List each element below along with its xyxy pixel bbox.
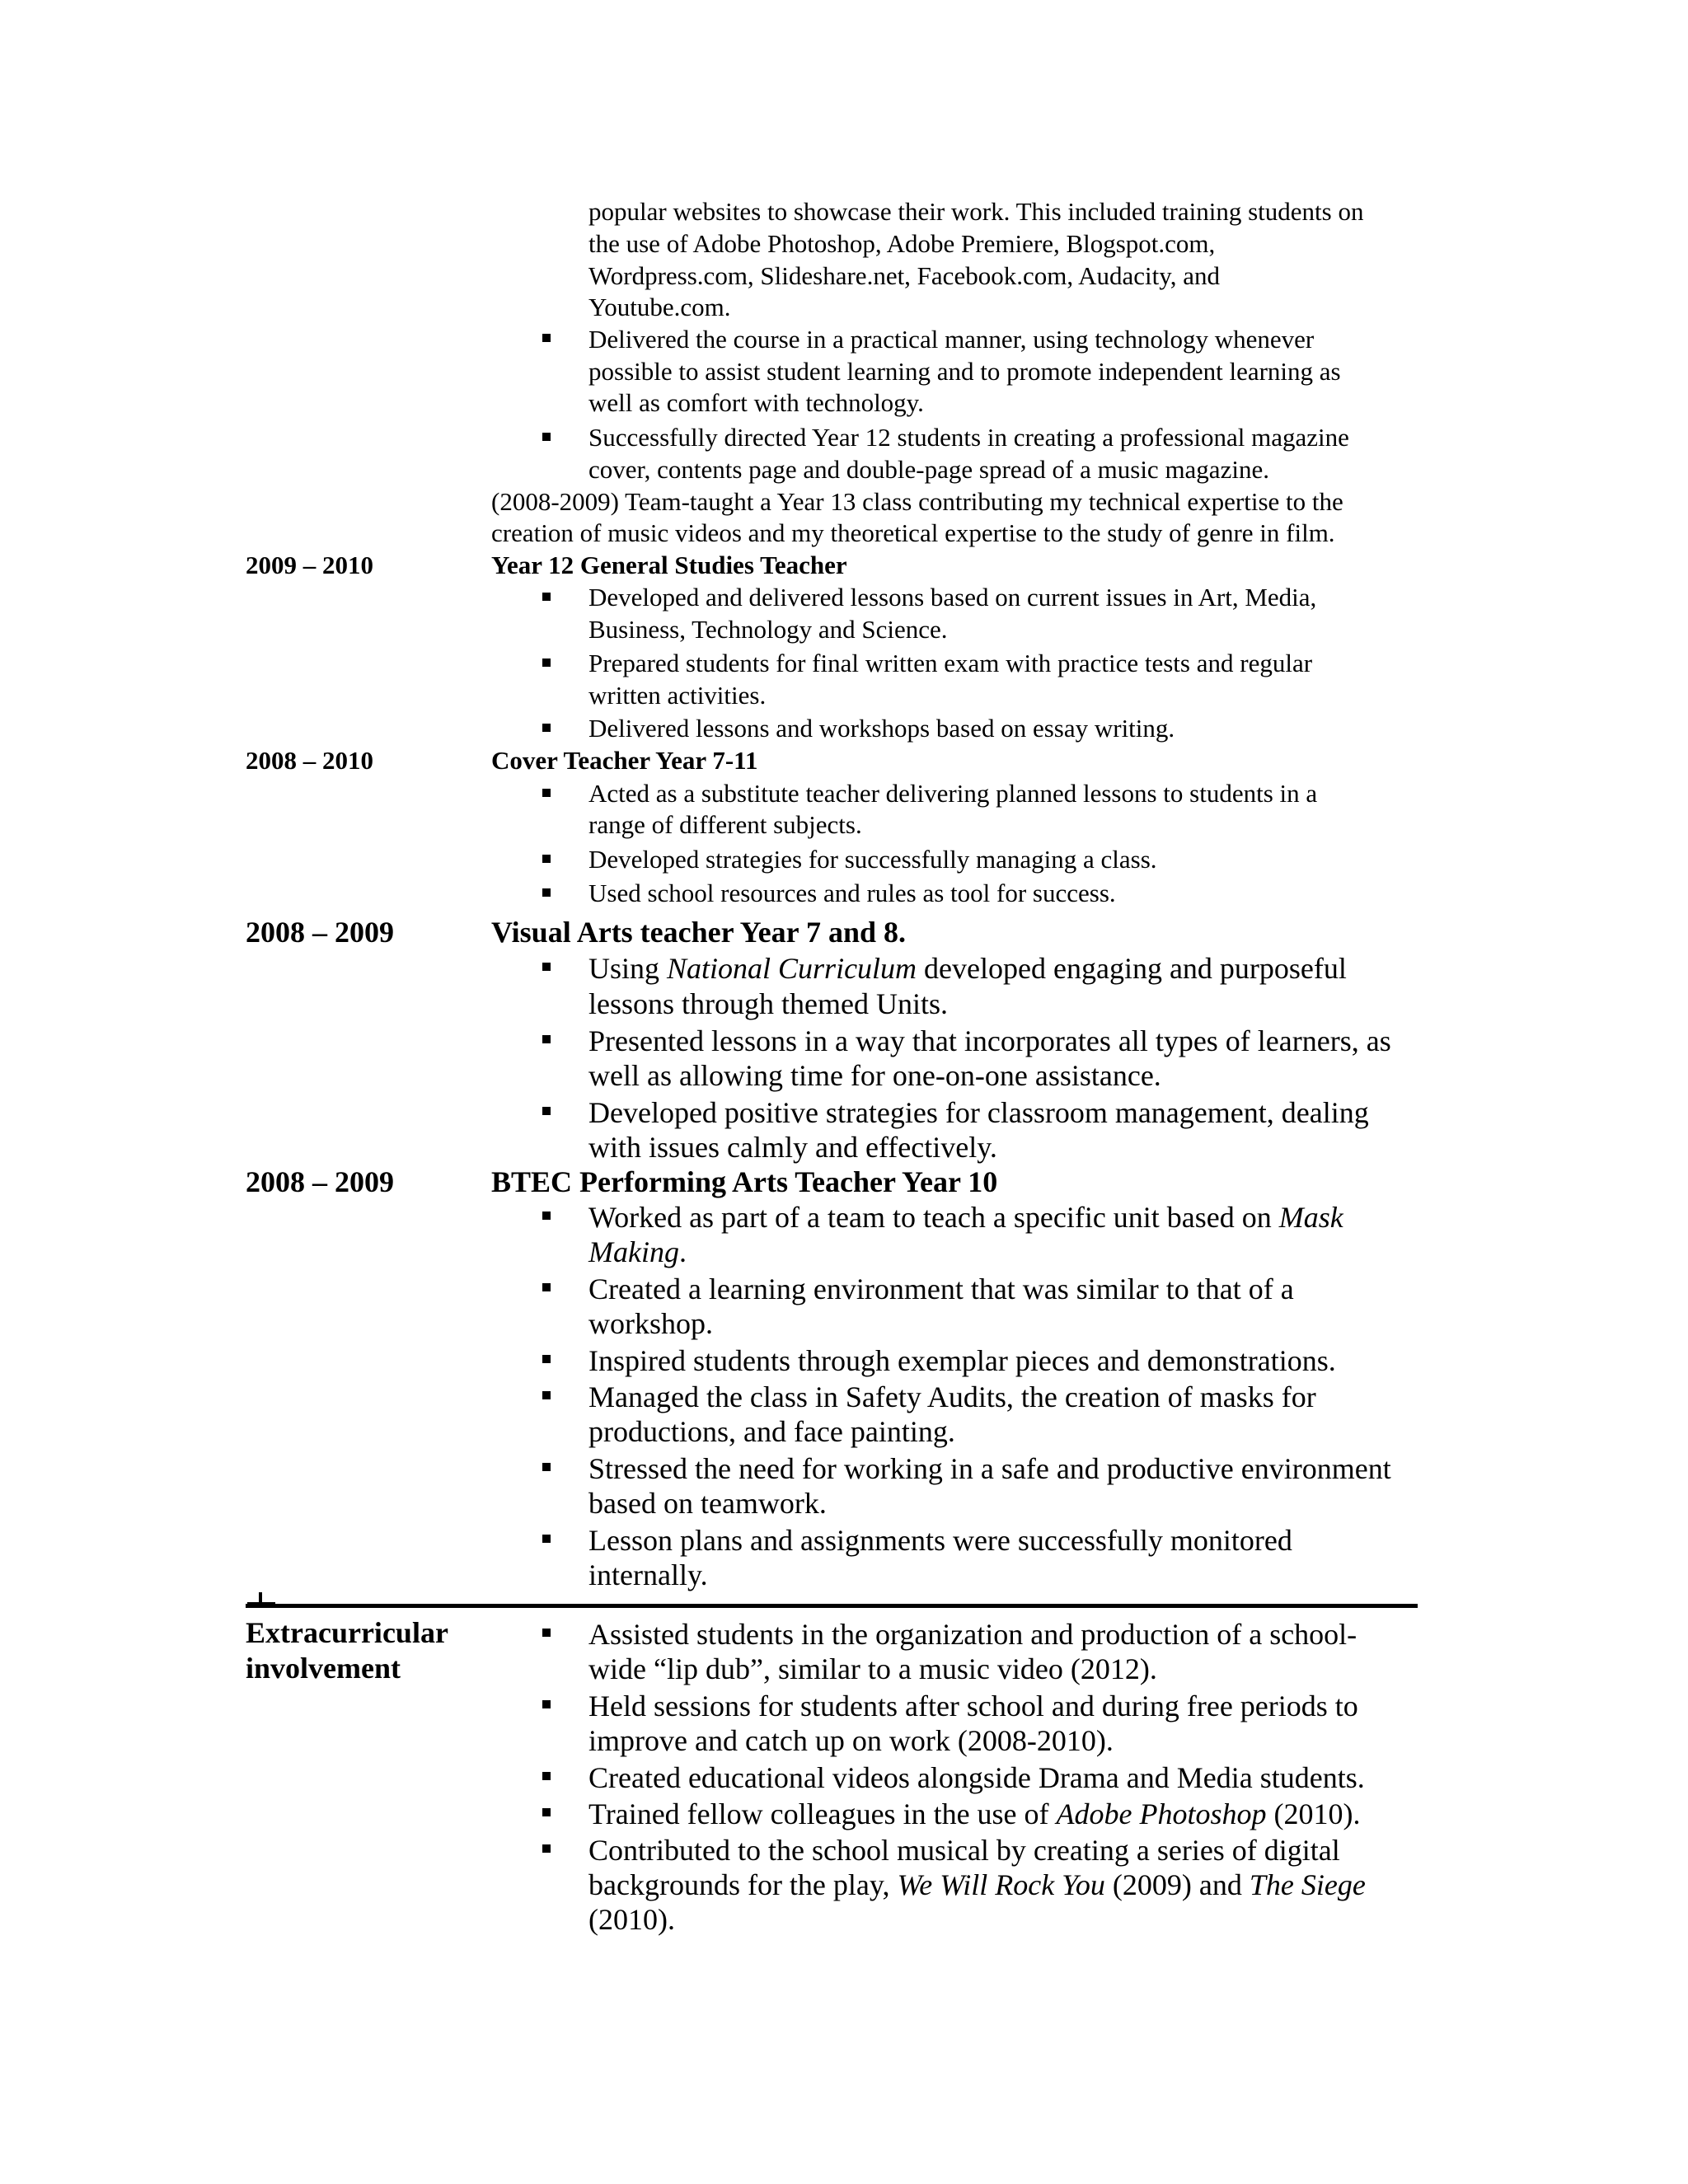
bullet-text: well as allowing time for one-on-one assistance. — [588, 1059, 1161, 1092]
bullet-text: Business, Technology and Science. — [588, 615, 948, 644]
note-line: (2008-2009) Team-taught a Year 13 class contributing my technical expertise to the — [491, 487, 1343, 516]
bullet-text: lessons through themed Units. — [588, 987, 948, 1020]
bullet-icon — [542, 593, 551, 601]
bullet-text: based on teamwork. — [588, 1487, 827, 1520]
bullet-icon — [542, 1772, 551, 1780]
bullet-text: Used school resources and rules as tool for success. — [588, 879, 1116, 907]
bullet-text: workshop. — [588, 1307, 713, 1340]
bullet-icon — [542, 1808, 551, 1816]
table-marker — [247, 1602, 275, 1605]
bullet-icon — [542, 1535, 551, 1543]
bullet-text: improve and catch up on work (2008-2010). — [588, 1724, 1114, 1757]
bullet-icon — [542, 1035, 551, 1043]
bullet-icon — [542, 658, 551, 667]
bullet-text: Managed the class in Safety Audits, the creation of masks for — [588, 1380, 1316, 1413]
role-dates: 2008 – 2009 — [246, 1165, 394, 1198]
bullet-text: well as comfort with technology. — [588, 388, 924, 417]
bullet-text: Using National Curriculum developed engaging and purposeful — [588, 952, 1347, 985]
bullet-text: Delivered the course in a practical manner, using technology whenever — [588, 325, 1315, 354]
bullet-icon — [542, 789, 551, 797]
bullet-text: Contributed to the school musical by creating a series of digital — [588, 1834, 1340, 1867]
bullet-text: Acted as a substitute teacher delivering planned lessons to students in a — [588, 779, 1318, 808]
bullet-text: Assisted students in the organization and production of a school- — [588, 1618, 1357, 1651]
bullet-text: Created educational videos alongside Drama and Media students. — [588, 1761, 1365, 1794]
text-line: Youtube.com. — [588, 293, 731, 321]
section-divider — [246, 1604, 1418, 1608]
bullet-icon — [542, 1700, 551, 1708]
bullet-text: internally. — [588, 1558, 708, 1591]
bullet-text: Stressed the need for working in a safe and productive environment — [588, 1452, 1391, 1485]
text-line: popular websites to showcase their work. This included training students on — [588, 197, 1364, 226]
bullet-text: Successfully directed Year 12 students in creating a professional magazine — [588, 423, 1349, 452]
bullet-icon — [542, 1844, 551, 1853]
role-dates: 2009 – 2010 — [246, 551, 373, 579]
bullet-text: written activities. — [588, 681, 767, 710]
bullet-text: Held sessions for students after school and during free periods to — [588, 1690, 1358, 1722]
section-label: Extracurricular involvement — [246, 1616, 448, 1685]
bullet-icon — [542, 334, 551, 342]
bullet-icon — [542, 433, 551, 441]
note-line: creation of music videos and my theoretical expertise to the study of genre in film. — [491, 518, 1335, 547]
bullet-text: with issues calmly and effectively. — [588, 1131, 997, 1164]
bullet-text: range of different subjects. — [588, 810, 862, 839]
bullet-icon — [542, 1107, 551, 1115]
bullet-text: productions, and face painting. — [588, 1415, 955, 1448]
bullet-text: Developed positive strategies for classroom management, dealing — [588, 1096, 1369, 1129]
bullet-text: Making. — [588, 1235, 687, 1268]
role-title: BTEC Performing Arts Teacher Year 10 — [491, 1165, 998, 1198]
bullet-text: wide “lip dub”, similar to a music video (2012). — [588, 1652, 1157, 1685]
bullet-text: Inspired students through exemplar pieces and demonstrations. — [588, 1344, 1336, 1377]
role-title: Visual Arts teacher Year 7 and 8. — [491, 916, 906, 949]
role-dates: 2008 – 2010 — [246, 746, 373, 775]
bullet-text: Presented lessons in a way that incorporates all types of learners, as — [588, 1024, 1391, 1057]
bullet-text: Delivered lessons and workshops based on essay writing. — [588, 714, 1175, 743]
text-line: the use of Adobe Photoshop, Adobe Premiere, Blogspot.com, — [588, 229, 1216, 258]
bullet-text: backgrounds for the play, We Will Rock You (2009) and The Siege — [588, 1868, 1366, 1901]
bullet-text: Created a learning environment that was similar to that of a — [588, 1272, 1294, 1305]
bullet-icon — [542, 1355, 551, 1363]
bullet-text: Prepared students for final written exam with practice tests and regular — [588, 649, 1313, 677]
bullet-text: cover, contents page and double-page spread of a music magazine. — [588, 455, 1269, 484]
bullet-icon — [542, 724, 551, 732]
bullet-text: (2010). — [588, 1903, 675, 1936]
bullet-text: possible to assist student learning and to promote independent learning as — [588, 357, 1341, 386]
bullet-text: Developed and delivered lessons based on current issues in Art, Media, — [588, 583, 1317, 612]
bullet-text: Trained fellow colleagues in the use of Adobe Photoshop (2010). — [588, 1797, 1361, 1830]
role-title: Cover Teacher Year 7-11 — [491, 746, 758, 775]
bullet-icon — [542, 1212, 551, 1220]
bullet-icon — [542, 1283, 551, 1291]
bullet-text: Lesson plans and assignments were successfully monitored — [588, 1524, 1292, 1557]
bullet-icon — [542, 888, 551, 897]
bullet-text: Developed strategies for successfully managing a class. — [588, 845, 1157, 874]
bullet-icon — [542, 855, 551, 863]
bullet-icon — [542, 1391, 551, 1399]
role-title: Year 12 General Studies Teacher — [491, 551, 847, 579]
bullet-text: Worked as part of a team to teach a specific unit based on Mask — [588, 1201, 1343, 1234]
bullet-icon — [542, 1629, 551, 1637]
text-line: Wordpress.com, Slideshare.net, Facebook.com, Audacity, and — [588, 261, 1220, 290]
role-dates: 2008 – 2009 — [246, 916, 394, 949]
bullet-icon — [542, 1463, 551, 1471]
bullet-icon — [542, 963, 551, 971]
